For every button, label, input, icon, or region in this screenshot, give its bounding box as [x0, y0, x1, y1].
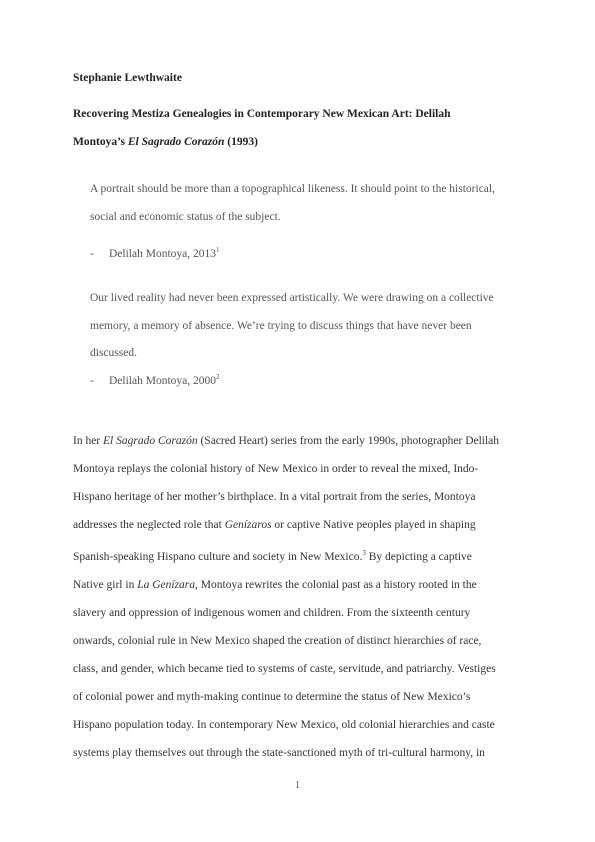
- attribution-dash: -: [90, 375, 94, 387]
- title-line-2: [73, 128, 543, 156]
- body-paragraph: [73, 427, 523, 767]
- body-line: [73, 511, 523, 539]
- text-run: (Sacred Heart) series from the early 1990s, photographer Delilah: [197, 435, 500, 447]
- footnote-ref-2[interactable]: 2: [216, 373, 220, 381]
- body-line: class, and gender, which became tied to systems of caste, servitude, and patriarchy. Vestiges: [73, 663, 496, 675]
- title-year: (1993): [224, 136, 258, 148]
- italic-work-title: El Sagrado Corazón: [103, 435, 198, 447]
- title-text: Montoya’s: [73, 136, 128, 148]
- body-line: Montoya replays the colonial history of New Mexico in order to reveal the mixed, Indo-: [73, 463, 479, 475]
- body-line: of colonial power and myth-making continue to determine the status of New Mexico’s: [73, 691, 471, 703]
- epigraph-1-attribution: [90, 246, 220, 260]
- text-run: In her: [73, 435, 104, 447]
- text-run: addresses the neglected role that: [73, 519, 225, 531]
- text-run: Native girl in: [73, 579, 138, 591]
- epigraph-1-line-1: A portrait should be more than a topographical likeness. It should point to the historical,: [90, 183, 495, 195]
- body-line: systems play themselves out through the state-sanctioned myth of tri-cultural harmony, in: [73, 747, 485, 759]
- body-line: [73, 539, 523, 571]
- attribution-text: Delilah Montoya, 2013: [109, 248, 216, 260]
- article-title: [73, 100, 543, 156]
- title-line-1: Recovering Mestiza Genealogies in Contemporary New Mexican Art: Delilah: [73, 108, 451, 120]
- epigraph-2-line-2: memory, a memory of absence. We’re trying to discuss things that have never been: [90, 319, 472, 332]
- epigraph-2-attribution: [90, 373, 220, 387]
- text-run: Spanish-speaking Hispano culture and society in New Mexico.: [73, 551, 363, 563]
- footnote-ref-1[interactable]: 1: [216, 246, 220, 254]
- attribution-text: Delilah Montoya, 2000: [109, 375, 216, 387]
- title-italic-work: El Sagrado Corazón: [127, 136, 225, 148]
- body-line: Hispano population today. In contemporary New Mexico, old colonial hierarchies and caste: [73, 719, 495, 731]
- body-line: Hispano heritage of her mother’s birthplace. In a vital portrait from the series, Montoya: [73, 491, 476, 503]
- italic-work-title: La Genízara: [137, 579, 196, 591]
- body-line: [73, 571, 523, 599]
- epigraph-1-line-2: social and economic status of the subject.: [90, 210, 281, 223]
- text-run: By depicting a captive: [365, 551, 472, 563]
- epigraph-2-line-3: discussed.: [90, 347, 137, 359]
- author-name: Stephanie Lewthwaite: [73, 72, 182, 84]
- body-line: [73, 427, 523, 455]
- italic-term: Genízaros: [224, 519, 272, 531]
- epigraph-2: [90, 285, 530, 368]
- text-run: or captive Native peoples played in shaping: [271, 519, 476, 531]
- footnote-ref-3[interactable]: 3: [362, 549, 366, 557]
- epigraph-2-line-1: Our lived reality had never been expressed artistically. We were drawing on a collective: [90, 292, 494, 304]
- page-number: 1: [295, 780, 300, 791]
- body-line: slavery and oppression of indigenous women and children. From the sixteenth century: [73, 607, 471, 619]
- epigraph-1: [90, 176, 530, 231]
- body-line: onwards, colonial rule in New Mexico shaped the creation of distinct hierarchies of race,: [73, 635, 482, 647]
- attribution-dash: -: [90, 248, 94, 260]
- text-run: , Montoya rewrites the colonial past as a history rooted in the: [195, 579, 477, 591]
